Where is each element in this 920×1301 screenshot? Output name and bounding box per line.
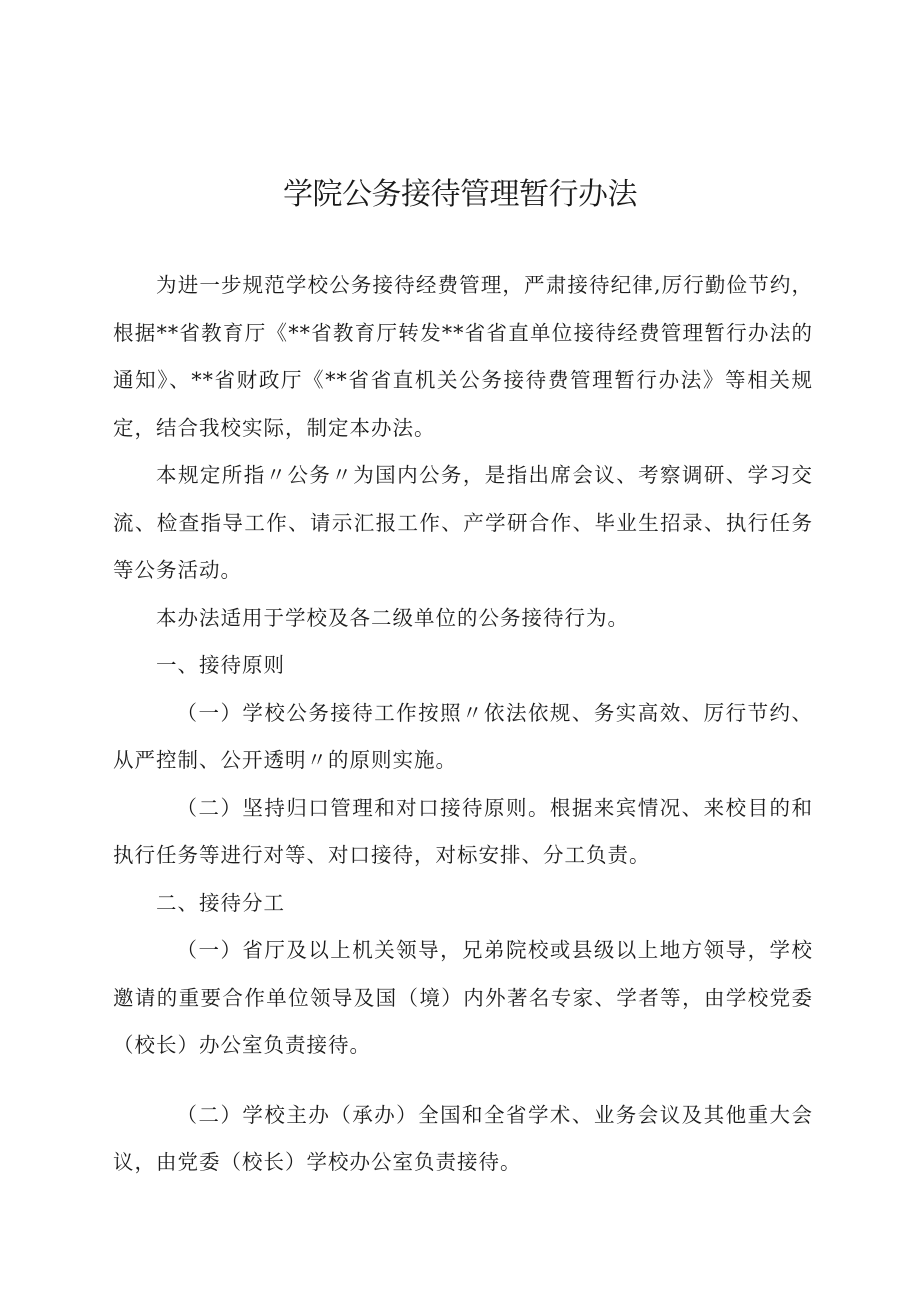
paragraph-scope: 本办法适用于学校及各二级单位的公务接待行为。 [156,605,630,630]
section-heading-division: 二、接待分工 [156,890,286,915]
paragraph-division-1: （一）省厅及以上机关领导，兄弟院校或县级以上地方领导，学校邀请的重要合作单位领导及国（境）内外著名专家、学者等，由学校党委（校长）办公室负责接待。 [113,938,813,1057]
document-body [113,262,813,1187]
section-heading-principles: 一、接待原则 [156,653,286,677]
document-title: 学院公务接待管理暂行办法 [283,177,637,212]
paragraph-principle-2: （二）坚持归口管理和对口接待原则。根据来宾情况、来校目的和执行任务等进行对等、对口接待，对标安排、分工负责。 [113,795,813,867]
paragraph-definition: 本规定所指〃公务〃为国内公务，是指出席会议、考察调研、学习交流、检查指导工作、请示汇报工作、产学研合作、毕业生招录、执行任务等公务活动。 [113,463,813,582]
paragraph-division-2: （二）学校主办（承办）全国和全省学术、业务会议及其他重大会议，由党委（校长）学校办公室负责接待。 [113,1102,813,1174]
paragraph-principle-1: （一）学校公务接待工作按照〃依法依规、务实高效、厉行节约、从严控制、公开透明〃的原则实施。 [113,700,813,772]
paragraph-preamble: 为进一步规范学校公务接待经费管理，严肃接待纪律,厉行勤俭节约，根据**省教育厅《**省教育厅转发**省省直单位接待经费管理暂行办法的通知》、**省财政厅《**省省直机关公务接待费管理暂行办法》等相关规定，结合我校实际，制定本办法。 [113,273,813,440]
